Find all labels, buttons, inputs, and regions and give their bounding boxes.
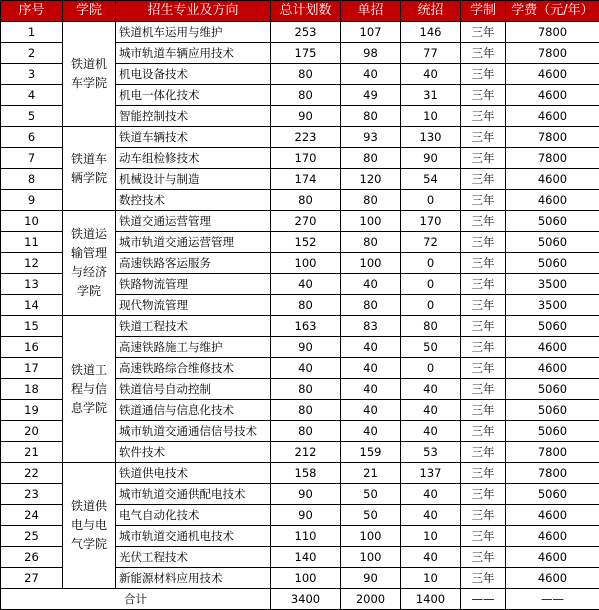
total-row (1, 589, 599, 610)
major-name: 智能控制技术 (116, 106, 271, 127)
total-plan: 40 (271, 358, 341, 379)
row-no: 25 (1, 526, 63, 547)
header-no: 序号 (1, 1, 63, 22)
tuition-fee: 4600 (506, 106, 599, 127)
danzhao-count: 80 (341, 190, 401, 211)
total-plan: 80 (271, 421, 341, 442)
major-name: 机械设计与制造 (116, 169, 271, 190)
major-name: 铁道信号自动控制 (116, 379, 271, 400)
tongzhao-count: 77 (401, 43, 461, 64)
total-plan: 80 (271, 85, 341, 106)
tongzhao-count: 146 (401, 22, 461, 43)
xuezhi: 三年 (461, 568, 506, 589)
total-plan: 253 (271, 22, 341, 43)
tongzhao-count: 170 (401, 211, 461, 232)
tuition-fee: 4600 (506, 64, 599, 85)
total-plan: 80 (271, 400, 341, 421)
danzhao-count: 40 (341, 64, 401, 85)
xuezhi: 三年 (461, 442, 506, 463)
total-plan: 90 (271, 484, 341, 505)
total-plan: 90 (271, 337, 341, 358)
xuezhi: 三年 (461, 274, 506, 295)
row-no: 7 (1, 148, 63, 169)
table-row (1, 127, 599, 148)
danzhao-count: 40 (341, 400, 401, 421)
tongzhao-count: 0 (401, 295, 461, 316)
total-plan: 90 (271, 106, 341, 127)
tuition-fee: 4600 (506, 526, 599, 547)
row-no: 20 (1, 421, 63, 442)
header-danzhao: 单招 (341, 1, 401, 22)
xuezhi: 三年 (461, 253, 506, 274)
xuezhi: 三年 (461, 190, 506, 211)
tuition-fee: 4600 (506, 568, 599, 589)
tuition-fee: 7800 (506, 43, 599, 64)
danzhao-count: 98 (341, 43, 401, 64)
total-plan: 100 (271, 253, 341, 274)
row-no: 3 (1, 64, 63, 85)
total-plan: 80 (271, 295, 341, 316)
total-plan: 80 (271, 190, 341, 211)
danzhao-count: 50 (341, 505, 401, 526)
total-plan: 90 (271, 505, 341, 526)
xuezhi: 三年 (461, 547, 506, 568)
danzhao-count: 90 (341, 568, 401, 589)
tuition-fee: 7800 (506, 442, 599, 463)
tuition-fee: 5060 (506, 232, 599, 253)
row-no: 16 (1, 337, 63, 358)
danzhao-count: 50 (341, 484, 401, 505)
tongzhao-count: 31 (401, 85, 461, 106)
major-name: 数控技术 (116, 190, 271, 211)
total-label: 合计 (1, 589, 271, 610)
xuezhi: 三年 (461, 379, 506, 400)
tongzhao-count: 40 (401, 505, 461, 526)
row-no: 2 (1, 43, 63, 64)
tongzhao-count: 40 (401, 64, 461, 85)
major-name: 软件技术 (116, 442, 271, 463)
danzhao-count: 21 (341, 463, 401, 484)
xuezhi: 三年 (461, 106, 506, 127)
row-no: 12 (1, 253, 63, 274)
row-no: 19 (1, 400, 63, 421)
college-name: 铁道工程与信息学院 (63, 316, 116, 463)
tongzhao-count: 0 (401, 274, 461, 295)
row-no: 4 (1, 85, 63, 106)
tuition-fee: 5060 (506, 379, 599, 400)
tuition-fee: 5060 (506, 484, 599, 505)
tuition-fee: 4600 (506, 358, 599, 379)
table-row (1, 463, 599, 484)
header-college: 学院 (63, 1, 116, 22)
tuition-fee: 5060 (506, 400, 599, 421)
tuition-fee: 4600 (506, 505, 599, 526)
row-no: 13 (1, 274, 63, 295)
total-plan: 270 (271, 211, 341, 232)
college-name: 铁道机车学院 (63, 22, 116, 127)
danzhao-count: 49 (341, 85, 401, 106)
tongzhao-count: 137 (401, 463, 461, 484)
xuezhi: 三年 (461, 295, 506, 316)
xuezhi: 三年 (461, 64, 506, 85)
row-no: 5 (1, 106, 63, 127)
total-tongzhao-sum: 1400 (401, 589, 461, 610)
tuition-fee: 3500 (506, 274, 599, 295)
major-name: 高速铁路综合维修技术 (116, 358, 271, 379)
major-name: 城市轨道交通机电技术 (116, 526, 271, 547)
tongzhao-count: 90 (401, 148, 461, 169)
row-no: 26 (1, 547, 63, 568)
major-name: 铁路物流管理 (116, 274, 271, 295)
xuezhi: 三年 (461, 505, 506, 526)
xuezhi: 三年 (461, 85, 506, 106)
major-name: 铁道交通运营管理 (116, 211, 271, 232)
danzhao-count: 40 (341, 421, 401, 442)
tuition-fee: 5060 (506, 253, 599, 274)
major-name: 现代物流管理 (116, 295, 271, 316)
xuezhi: 三年 (461, 337, 506, 358)
tongzhao-count: 54 (401, 169, 461, 190)
tuition-fee: 5060 (506, 421, 599, 442)
danzhao-count: 159 (341, 442, 401, 463)
major-name: 城市轨道交通供配电技术 (116, 484, 271, 505)
danzhao-count: 100 (341, 526, 401, 547)
xuezhi: 三年 (461, 148, 506, 169)
danzhao-count: 40 (341, 358, 401, 379)
total-plan: 80 (271, 379, 341, 400)
tongzhao-count: 0 (401, 253, 461, 274)
total-fee: —— (506, 589, 599, 610)
total-plan: 170 (271, 148, 341, 169)
danzhao-count: 93 (341, 127, 401, 148)
college-name: 铁道供电与电气学院 (63, 463, 116, 589)
row-no: 8 (1, 169, 63, 190)
tongzhao-count: 130 (401, 127, 461, 148)
xuezhi: 三年 (461, 526, 506, 547)
total-plan-sum: 3400 (271, 589, 341, 610)
header-xuezhi: 学制 (461, 1, 506, 22)
total-plan: 100 (271, 568, 341, 589)
total-plan: 152 (271, 232, 341, 253)
total-plan: 175 (271, 43, 341, 64)
xuezhi: 三年 (461, 358, 506, 379)
xuezhi: 三年 (461, 211, 506, 232)
tuition-fee: 7800 (506, 463, 599, 484)
xuezhi: 三年 (461, 316, 506, 337)
tuition-fee: 5060 (506, 211, 599, 232)
xuezhi: 三年 (461, 22, 506, 43)
tongzhao-count: 10 (401, 526, 461, 547)
danzhao-count: 107 (341, 22, 401, 43)
tuition-fee: 4600 (506, 337, 599, 358)
xuezhi: 三年 (461, 232, 506, 253)
tongzhao-count: 40 (401, 547, 461, 568)
tuition-fee: 4600 (506, 169, 599, 190)
row-no: 17 (1, 358, 63, 379)
major-name: 新能源材料应用技术 (116, 568, 271, 589)
row-no: 1 (1, 22, 63, 43)
danzhao-count: 120 (341, 169, 401, 190)
tuition-fee: 7800 (506, 22, 599, 43)
college-name: 铁道车辆学院 (63, 127, 116, 211)
header-row (1, 1, 599, 22)
major-name: 城市轨道车辆应用技术 (116, 43, 271, 64)
major-name: 电气自动化技术 (116, 505, 271, 526)
tongzhao-count: 80 (401, 316, 461, 337)
total-plan: 80 (271, 64, 341, 85)
row-no: 23 (1, 484, 63, 505)
tongzhao-count: 40 (401, 400, 461, 421)
danzhao-count: 40 (341, 274, 401, 295)
xuezhi: 三年 (461, 484, 506, 505)
tongzhao-count: 50 (401, 337, 461, 358)
major-name: 城市轨道交通运营管理 (116, 232, 271, 253)
tuition-fee: 4600 (506, 547, 599, 568)
row-no: 15 (1, 316, 63, 337)
tongzhao-count: 0 (401, 190, 461, 211)
major-name: 铁道供电技术 (116, 463, 271, 484)
danzhao-count: 80 (341, 232, 401, 253)
row-no: 24 (1, 505, 63, 526)
danzhao-count: 100 (341, 547, 401, 568)
total-plan: 212 (271, 442, 341, 463)
tuition-fee: 7800 (506, 127, 599, 148)
header-major: 招生专业及方向 (116, 1, 271, 22)
major-name: 动车组检修技术 (116, 148, 271, 169)
table-row (1, 22, 599, 43)
row-no: 22 (1, 463, 63, 484)
major-name: 铁道通信与信息化技术 (116, 400, 271, 421)
table-row (1, 211, 599, 232)
header-tongzhao: 统招 (401, 1, 461, 22)
tuition-fee: 4600 (506, 85, 599, 106)
total-plan: 158 (271, 463, 341, 484)
xuezhi: 三年 (461, 169, 506, 190)
major-name: 光伏工程技术 (116, 547, 271, 568)
major-name: 高速铁路施工与维护 (116, 337, 271, 358)
tuition-fee: 4600 (506, 190, 599, 211)
tongzhao-count: 40 (401, 484, 461, 505)
total-plan: 174 (271, 169, 341, 190)
major-name: 铁道机车运用与维护 (116, 22, 271, 43)
total-plan: 110 (271, 526, 341, 547)
tongzhao-count: 53 (401, 442, 461, 463)
danzhao-count: 80 (341, 148, 401, 169)
major-name: 铁道车辆技术 (116, 127, 271, 148)
major-name: 高速铁路客运服务 (116, 253, 271, 274)
xuezhi: 三年 (461, 43, 506, 64)
xuezhi: 三年 (461, 463, 506, 484)
xuezhi: 三年 (461, 127, 506, 148)
danzhao-count: 80 (341, 106, 401, 127)
total-plan: 223 (271, 127, 341, 148)
row-no: 14 (1, 295, 63, 316)
tongzhao-count: 72 (401, 232, 461, 253)
tongzhao-count: 40 (401, 421, 461, 442)
header-total-plan: 总计划数 (271, 1, 341, 22)
major-name: 机电一体化技术 (116, 85, 271, 106)
row-no: 6 (1, 127, 63, 148)
row-no: 10 (1, 211, 63, 232)
major-name: 城市轨道交通通信信号技术 (116, 421, 271, 442)
tongzhao-count: 10 (401, 106, 461, 127)
total-danzhao-sum: 2000 (341, 589, 401, 610)
xuezhi: 三年 (461, 400, 506, 421)
tuition-fee: 7800 (506, 148, 599, 169)
total-plan: 140 (271, 547, 341, 568)
total-plan: 163 (271, 316, 341, 337)
tuition-fee: 5060 (506, 316, 599, 337)
row-no: 9 (1, 190, 63, 211)
danzhao-count: 100 (341, 211, 401, 232)
row-no: 11 (1, 232, 63, 253)
danzhao-count: 100 (341, 253, 401, 274)
danzhao-count: 80 (341, 295, 401, 316)
header-fee: 学费（元/年） (506, 1, 599, 22)
total-xuezhi: —— (461, 589, 506, 610)
danzhao-count: 40 (341, 379, 401, 400)
danzhao-count: 83 (341, 316, 401, 337)
college-name: 铁道运输管理与经济学院 (63, 211, 116, 316)
total-plan: 40 (271, 274, 341, 295)
major-name: 铁道工程技术 (116, 316, 271, 337)
xuezhi: 三年 (461, 421, 506, 442)
table-body (1, 22, 599, 589)
major-name: 机电设备技术 (116, 64, 271, 85)
tongzhao-count: 40 (401, 379, 461, 400)
danzhao-count: 40 (341, 337, 401, 358)
table-row (1, 316, 599, 337)
row-no: 21 (1, 442, 63, 463)
tuition-fee: 3500 (506, 295, 599, 316)
row-no: 27 (1, 568, 63, 589)
tongzhao-count: 0 (401, 358, 461, 379)
tongzhao-count: 10 (401, 568, 461, 589)
row-no: 18 (1, 379, 63, 400)
